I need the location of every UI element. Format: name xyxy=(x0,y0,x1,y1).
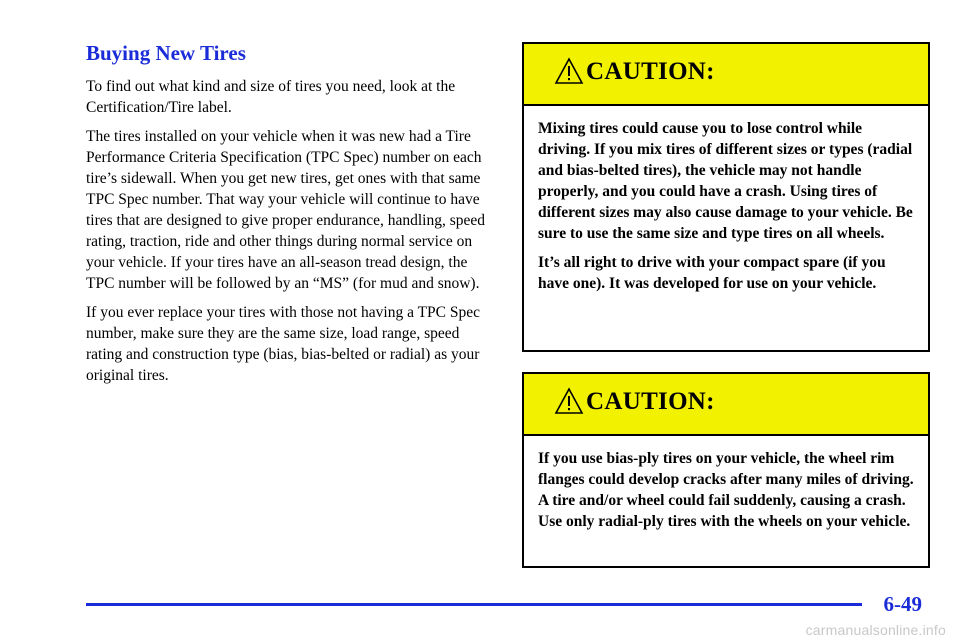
caution-box-mixing-tires xyxy=(522,42,930,352)
main-column xyxy=(86,40,491,394)
caution-header xyxy=(524,44,928,106)
caution-paragraph: Mixing tires could cause you to lose control while driving. If you mix tires of different sizes or types (radial and bias‑belted tires), the vehicle may not handle properly, and you could have a crash. Using tires of different sizes may also cause damage to your vehicle. Be sure to use the same size and type tires on all wheels. xyxy=(538,120,913,242)
caution-paragraph: It’s all right to drive with your compact spare (if you have one). It was developed for use on your vehicle. xyxy=(538,254,886,292)
caution-body xyxy=(524,106,928,294)
body-paragraph: The tires installed on your vehicle when it was new had a Tire Performance Criteria Specification (TPC Spec) number on each tire’s sidewall. When you get new tires, get ones with that same TPC Spec number. That way your vehicle will continue to have tires that are designed to give proper endurance, handling, speed rating, traction, ride and other things during normal service on your vehicle. If your tires have an all‑season tread design, the TPC number will be followed by an “MS” (for mud and snow). xyxy=(86,128,485,292)
section-title: Buying New Tires xyxy=(86,41,246,65)
caution-body xyxy=(524,436,928,532)
caution-box-bias-ply xyxy=(522,372,930,568)
body-paragraph: To find out what kind and size of tires you need, look at the Certification/Tire label. xyxy=(86,78,456,116)
warning-triangle-icon xyxy=(554,57,584,85)
footer-divider xyxy=(86,603,862,606)
caution-title: CAUTION: xyxy=(586,388,715,415)
caution-title: CAUTION: xyxy=(586,58,715,85)
page-number: 6-49 xyxy=(883,592,922,616)
watermark: carmanualsonline.info xyxy=(805,622,946,638)
caution-paragraph: If you use bias‑ply tires on your vehicle, the wheel rim flanges could develop cracks after many miles of driving. A tire and/or wheel could fail suddenly, causing a crash. Use only radial‑ply tires with the wheels on your vehicle. xyxy=(538,450,914,530)
body-paragraph: If you ever replace your tires with those not having a TPC Spec number, make sure they are the same size, load range, speed rating and construction type (bias, bias‑belted or radial) as your original tires. xyxy=(86,304,481,384)
warning-triangle-icon xyxy=(554,387,584,415)
caution-header xyxy=(524,374,928,436)
